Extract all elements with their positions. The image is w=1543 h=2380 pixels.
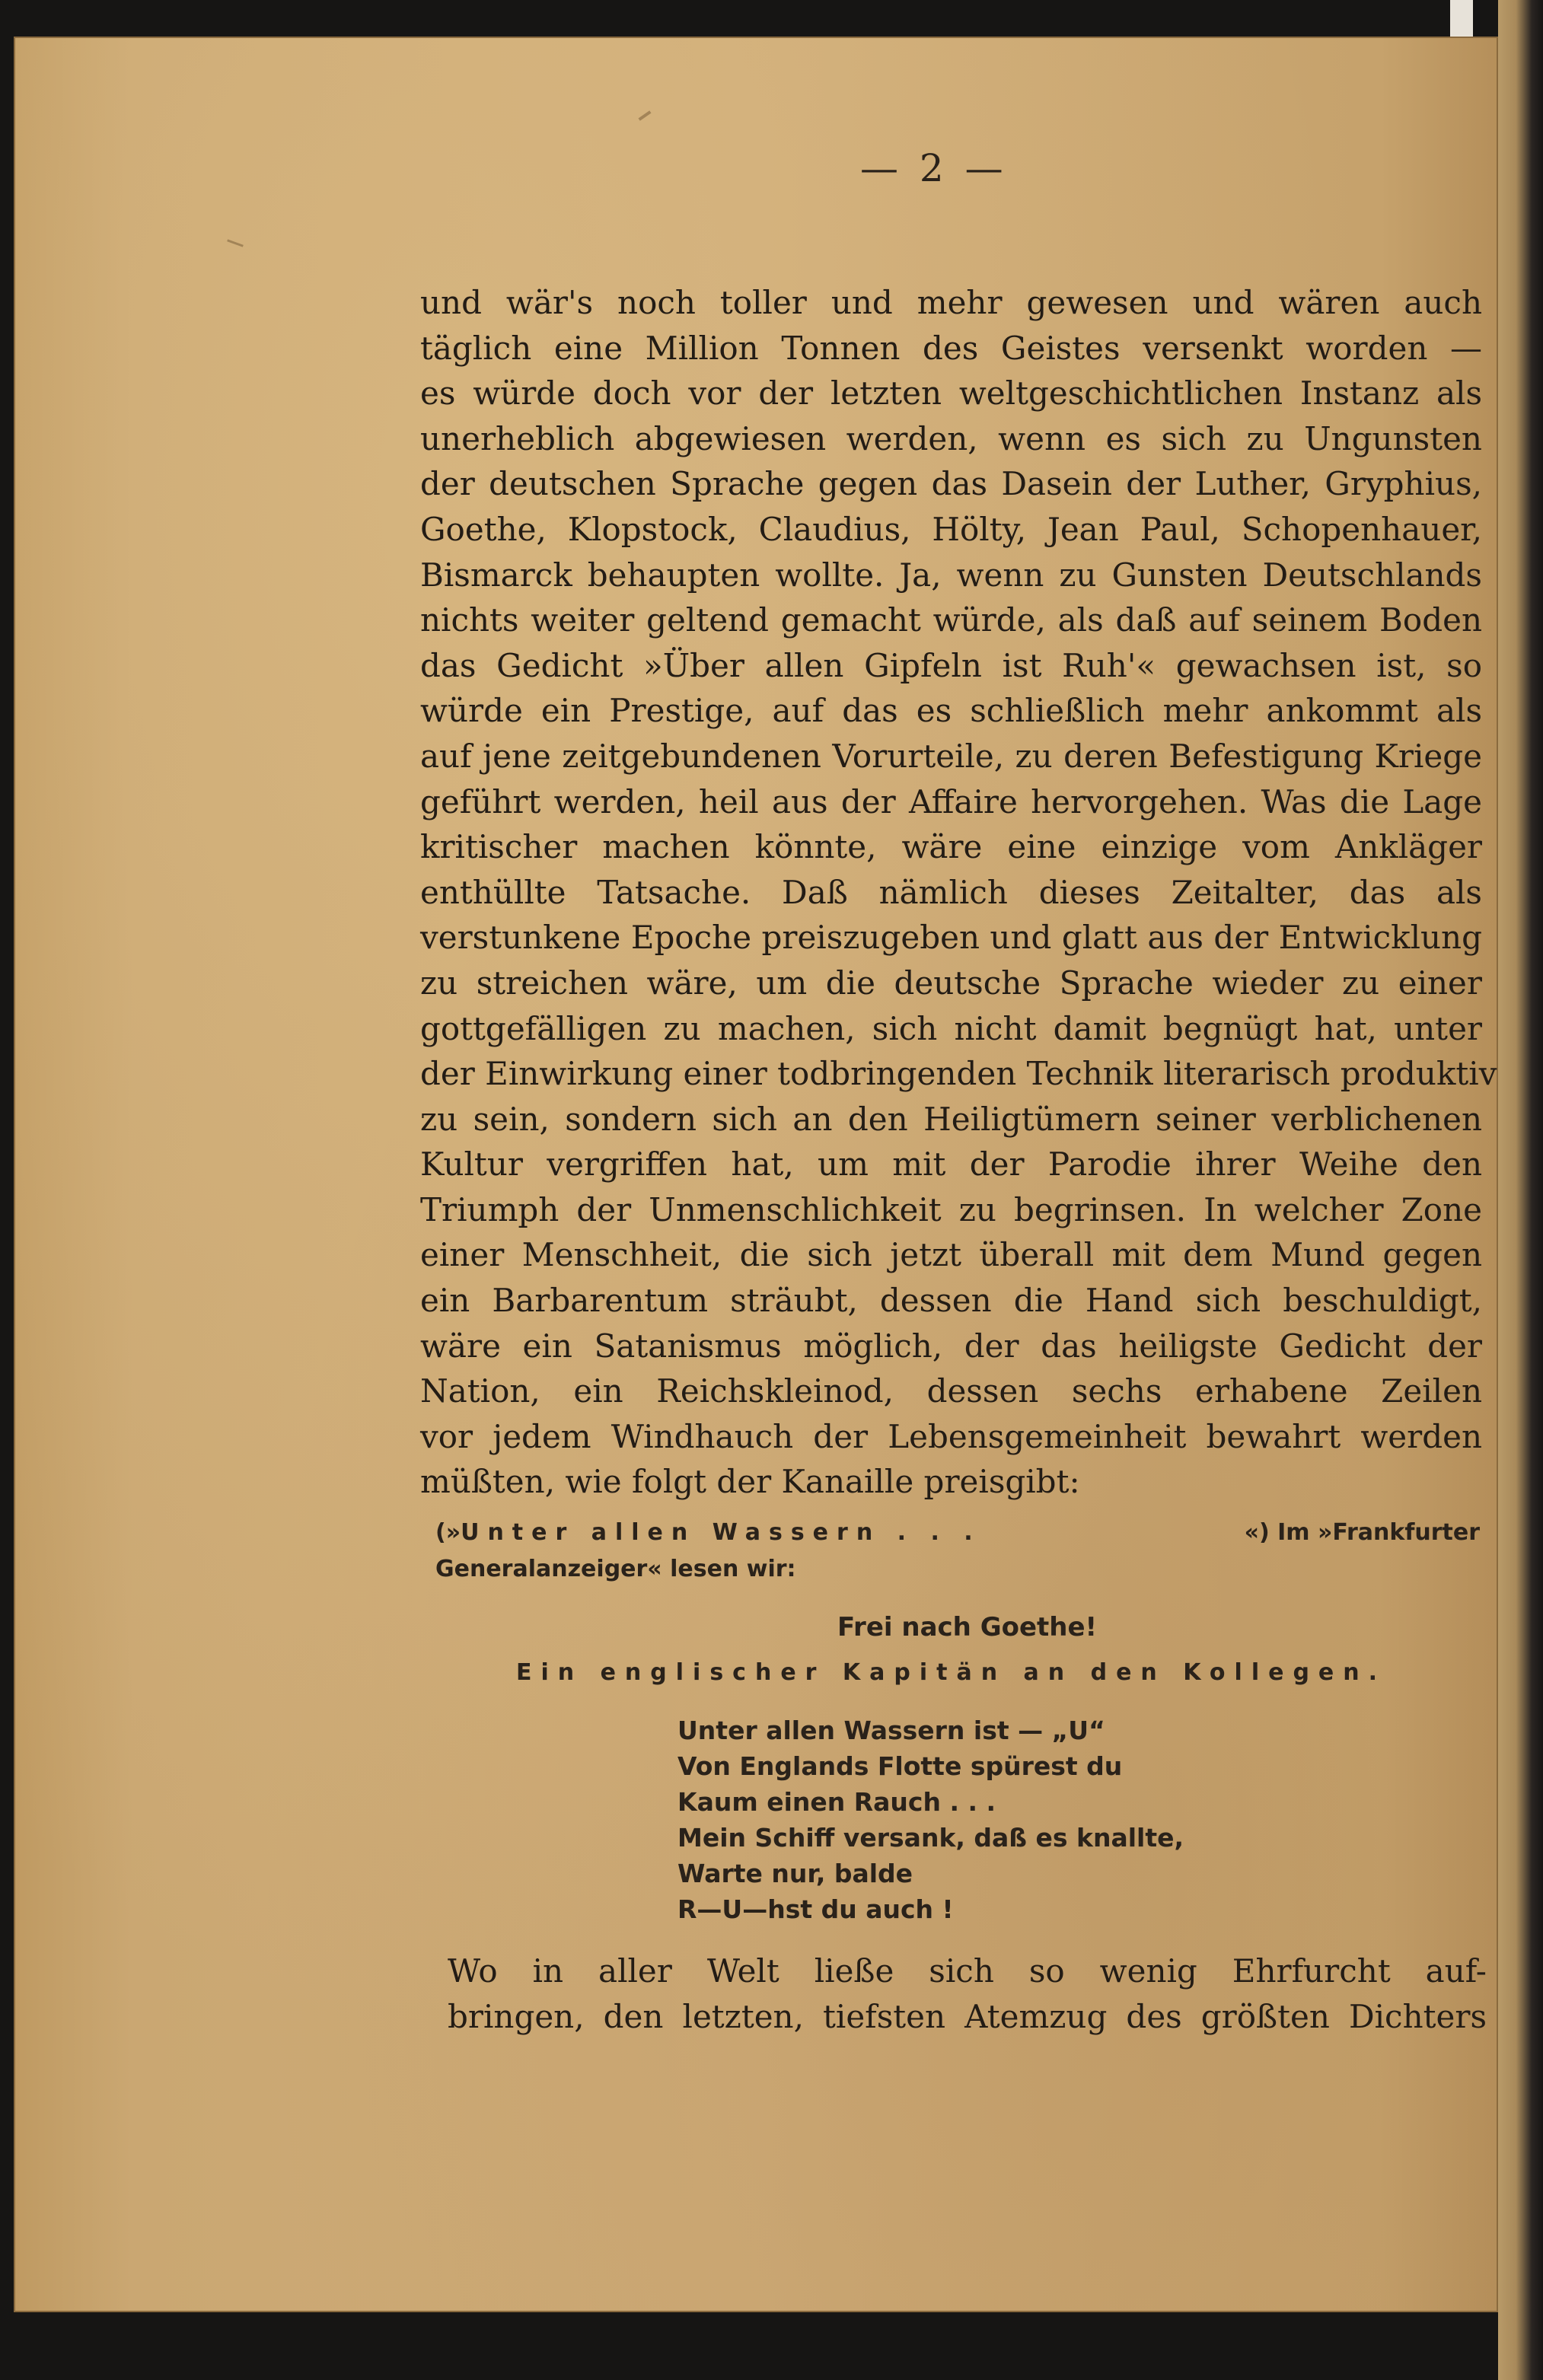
quote-intro-line-1 (435, 1515, 1480, 1551)
text-line: täglich eine Million Tonnen des Geistes versenkt worden — (420, 329, 1482, 367)
text-line: gottgefälligen zu machen, sich nicht damit begnügt hat, unter (420, 1009, 1482, 1047)
text-line: wäre ein Satanismus möglich, der das heiligste Gedicht der (420, 1327, 1482, 1365)
text-line: zu streichen wäre, um die deutsche Sprache wieder zu einer (420, 964, 1482, 1002)
text-line: das Gedicht »Über allen Gipfeln ist Ruh'« gewachsen ist, so (420, 646, 1482, 684)
text-line: ein Barbarentum sträubt, dessen die Hand sich beschuldigt, (420, 1282, 1482, 1320)
body-text (420, 280, 1497, 1505)
poem-line: Unter allen Wassern ist — „U“ (677, 1716, 1105, 1745)
text-line: Nation, ein Reichskleinod, dessen sechs erhabene Zeilen (420, 1372, 1482, 1410)
text-line: Kultur vergriffen hat, um mit der Parodie ihrer Weihe den (420, 1145, 1482, 1184)
quote-introduction (435, 1515, 1480, 1588)
text-line: bringen, den letzten, tiefsten Atemzug des größten Dichters (448, 1998, 1487, 2035)
poem-line: Warte nur, balde (677, 1859, 913, 1888)
closing-paragraph (448, 1948, 1487, 2040)
page-edge-shadow (1498, 0, 1543, 2380)
text-line: der deutschen Sprache gegen das Dasein der Luther, Gryphius, (420, 465, 1482, 503)
text-line: nichts weiter geltend gemacht würde, als daß auf seinem Boden (420, 601, 1482, 639)
text-line: vor jedem Windhauch der Lebensgemeinheit bewahrt werden (420, 1417, 1482, 1455)
text-line: enthüllte Tatsache. Daß nämlich dieses Zeitalter, das als (420, 873, 1482, 911)
text-line: Triumph der Unmenschlichkeit zu begrinsen. In welcher Zone (420, 1190, 1482, 1228)
quote-source-newspaper: «) Im »Frankfurter (1244, 1519, 1480, 1546)
text-line: zu sein, sondern sich an den Heiligtümern seiner verblichenen (420, 1100, 1482, 1138)
poem-line: R—U—hst du auch ! (677, 1894, 954, 1924)
parody-poem (677, 1713, 1184, 1927)
poem-line: Mein Schiff versank, daß es knallte, (677, 1823, 1184, 1853)
quote-spaced-title: Unter allen Wassern . . . (461, 1519, 981, 1546)
quote-open-mark: (» (435, 1519, 461, 1546)
text-line: Wo in aller Welt ließe sich so wenig Ehrfurcht auf- (448, 1952, 1487, 1990)
text-line: würde ein Prestige, auf das es schließlich mehr ankommt als (420, 692, 1482, 730)
poem-line: Kaum einen Rauch . . . (677, 1787, 996, 1817)
text-line: einer Menschheit, die sich jetzt überall mit dem Mund gegen (420, 1236, 1482, 1274)
text-line: der Einwirkung einer todbringenden Technik literarisch produktiv (420, 1055, 1497, 1093)
text-line: auf jene zeitgebundenen Vorurteile, zu deren Befestigung Kriege (420, 737, 1482, 775)
text-line: kritischer machen könnte, wäre eine einzige vom Ankläger (420, 828, 1482, 866)
text-line: verstunkene Epoche preiszugeben und glatt aus der Entwicklung (420, 919, 1482, 957)
text-line: Goethe, Klopstock, Claudius, Hölty, Jean Paul, Schopenhauer, (420, 510, 1482, 548)
poem-subtitle: Ein englischer Kapitän an den Kollegen. (516, 1659, 1387, 1686)
text-line: Bismarck behaupten wollte. Ja, wenn zu Gunsten Deutschlands (420, 556, 1482, 594)
text-line-last: müßten, wie folgt der Kanaille preisgibt: (420, 1463, 1080, 1501)
poem-line: Von Englands Flotte spürest du (677, 1751, 1123, 1781)
quote-source-title (435, 1515, 981, 1551)
text-line: und wär's noch toller und mehr gewesen und wären auch (420, 284, 1482, 321)
page-number: — 2 — (860, 146, 1008, 190)
poem-title: Frei nach Goethe! (837, 1612, 1098, 1642)
quote-intro-line-2: Generalanzeiger« lesen wir: (435, 1556, 796, 1582)
text-line: unerheblich abgewiesen werden, wenn es sich zu Ungunsten (420, 419, 1482, 457)
text-line: geführt werden, heil aus der Affaire hervorgehen. Was die Lage (420, 782, 1482, 820)
text-line: es würde doch vor der letzten weltgeschichtlichen Instanz als (420, 374, 1482, 413)
